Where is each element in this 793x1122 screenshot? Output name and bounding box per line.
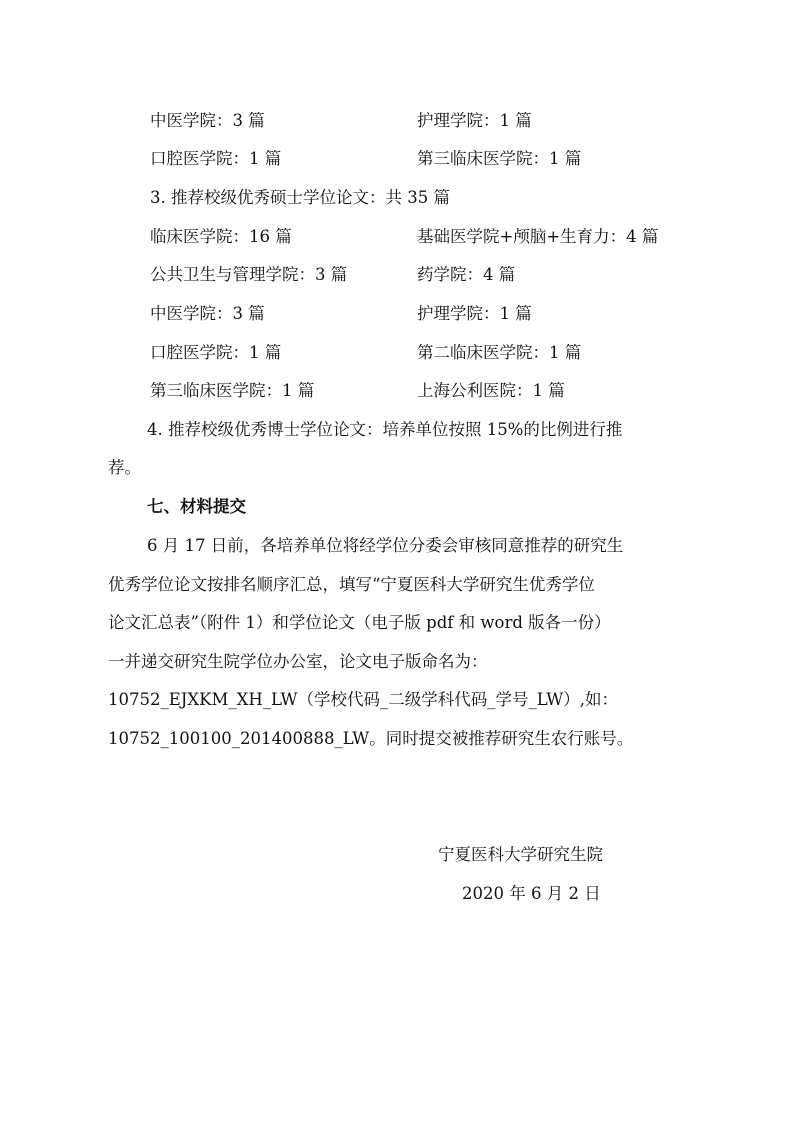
paragraph-line: 优秀学位论文按排名顺序汇总，填写“宁夏医科大学研究生优秀学位 (108, 575, 595, 594)
list-entry: 第三临床医学院：1 篇 (417, 149, 582, 168)
signature-organization: 宁夏医科大学研究生院 (438, 845, 603, 864)
list-entry: 中医学院：3 篇 (150, 111, 265, 130)
list-entry: 上海公利医院：1 篇 (417, 381, 565, 400)
list-entry: 药学院：4 篇 (417, 265, 516, 284)
paragraph-line: 论文汇总表”（附件 1）和学位论文（电子版 pdf 和 word 版各一份） (108, 613, 611, 632)
paragraph-line: 10752_100100_201400888_LW。同时提交被推荐研究生农行账号。 (108, 729, 634, 748)
list-entry: 护理学院：1 篇 (417, 304, 532, 323)
paragraph-line: 6 月 17 日前，各培养单位将经学位分委会审核同意推荐的研究生 (147, 536, 624, 555)
signature-date: 2020 年 6 月 2 日 (462, 884, 601, 903)
list-entry: 口腔医学院：1 篇 (150, 343, 282, 362)
item-4-text-continued: 荐。 (108, 458, 141, 477)
paragraph-line: 一并递交研究生院学位办公室，论文电子版命名为： (108, 652, 488, 671)
list-entry: 基础医学院+颅脑+生育力：4 篇 (417, 227, 659, 246)
paragraph-line: 10752_EJXKM_XH_LW（学校代码_二级学科代码_学号_LW）,如： (108, 690, 618, 709)
list-entry: 中医学院：3 篇 (150, 304, 265, 323)
list-entry: 第三临床医学院：1 篇 (150, 381, 315, 400)
item-3-title: 3. 推荐校级优秀硕士学位论文：共 35 篇 (150, 188, 450, 207)
list-entry: 公共卫生与管理学院：3 篇 (150, 265, 348, 284)
section-heading: 七、材料提交 (147, 497, 246, 516)
item-4-text: 4. 推荐校级优秀博士学位论文：培养单位按照 15%的比例进行推 (147, 420, 623, 439)
list-entry: 第二临床医学院：1 篇 (417, 343, 582, 362)
list-entry: 口腔医学院：1 篇 (150, 149, 282, 168)
list-entry: 护理学院：1 篇 (417, 111, 532, 130)
list-entry: 临床医学院：16 篇 (150, 227, 292, 246)
